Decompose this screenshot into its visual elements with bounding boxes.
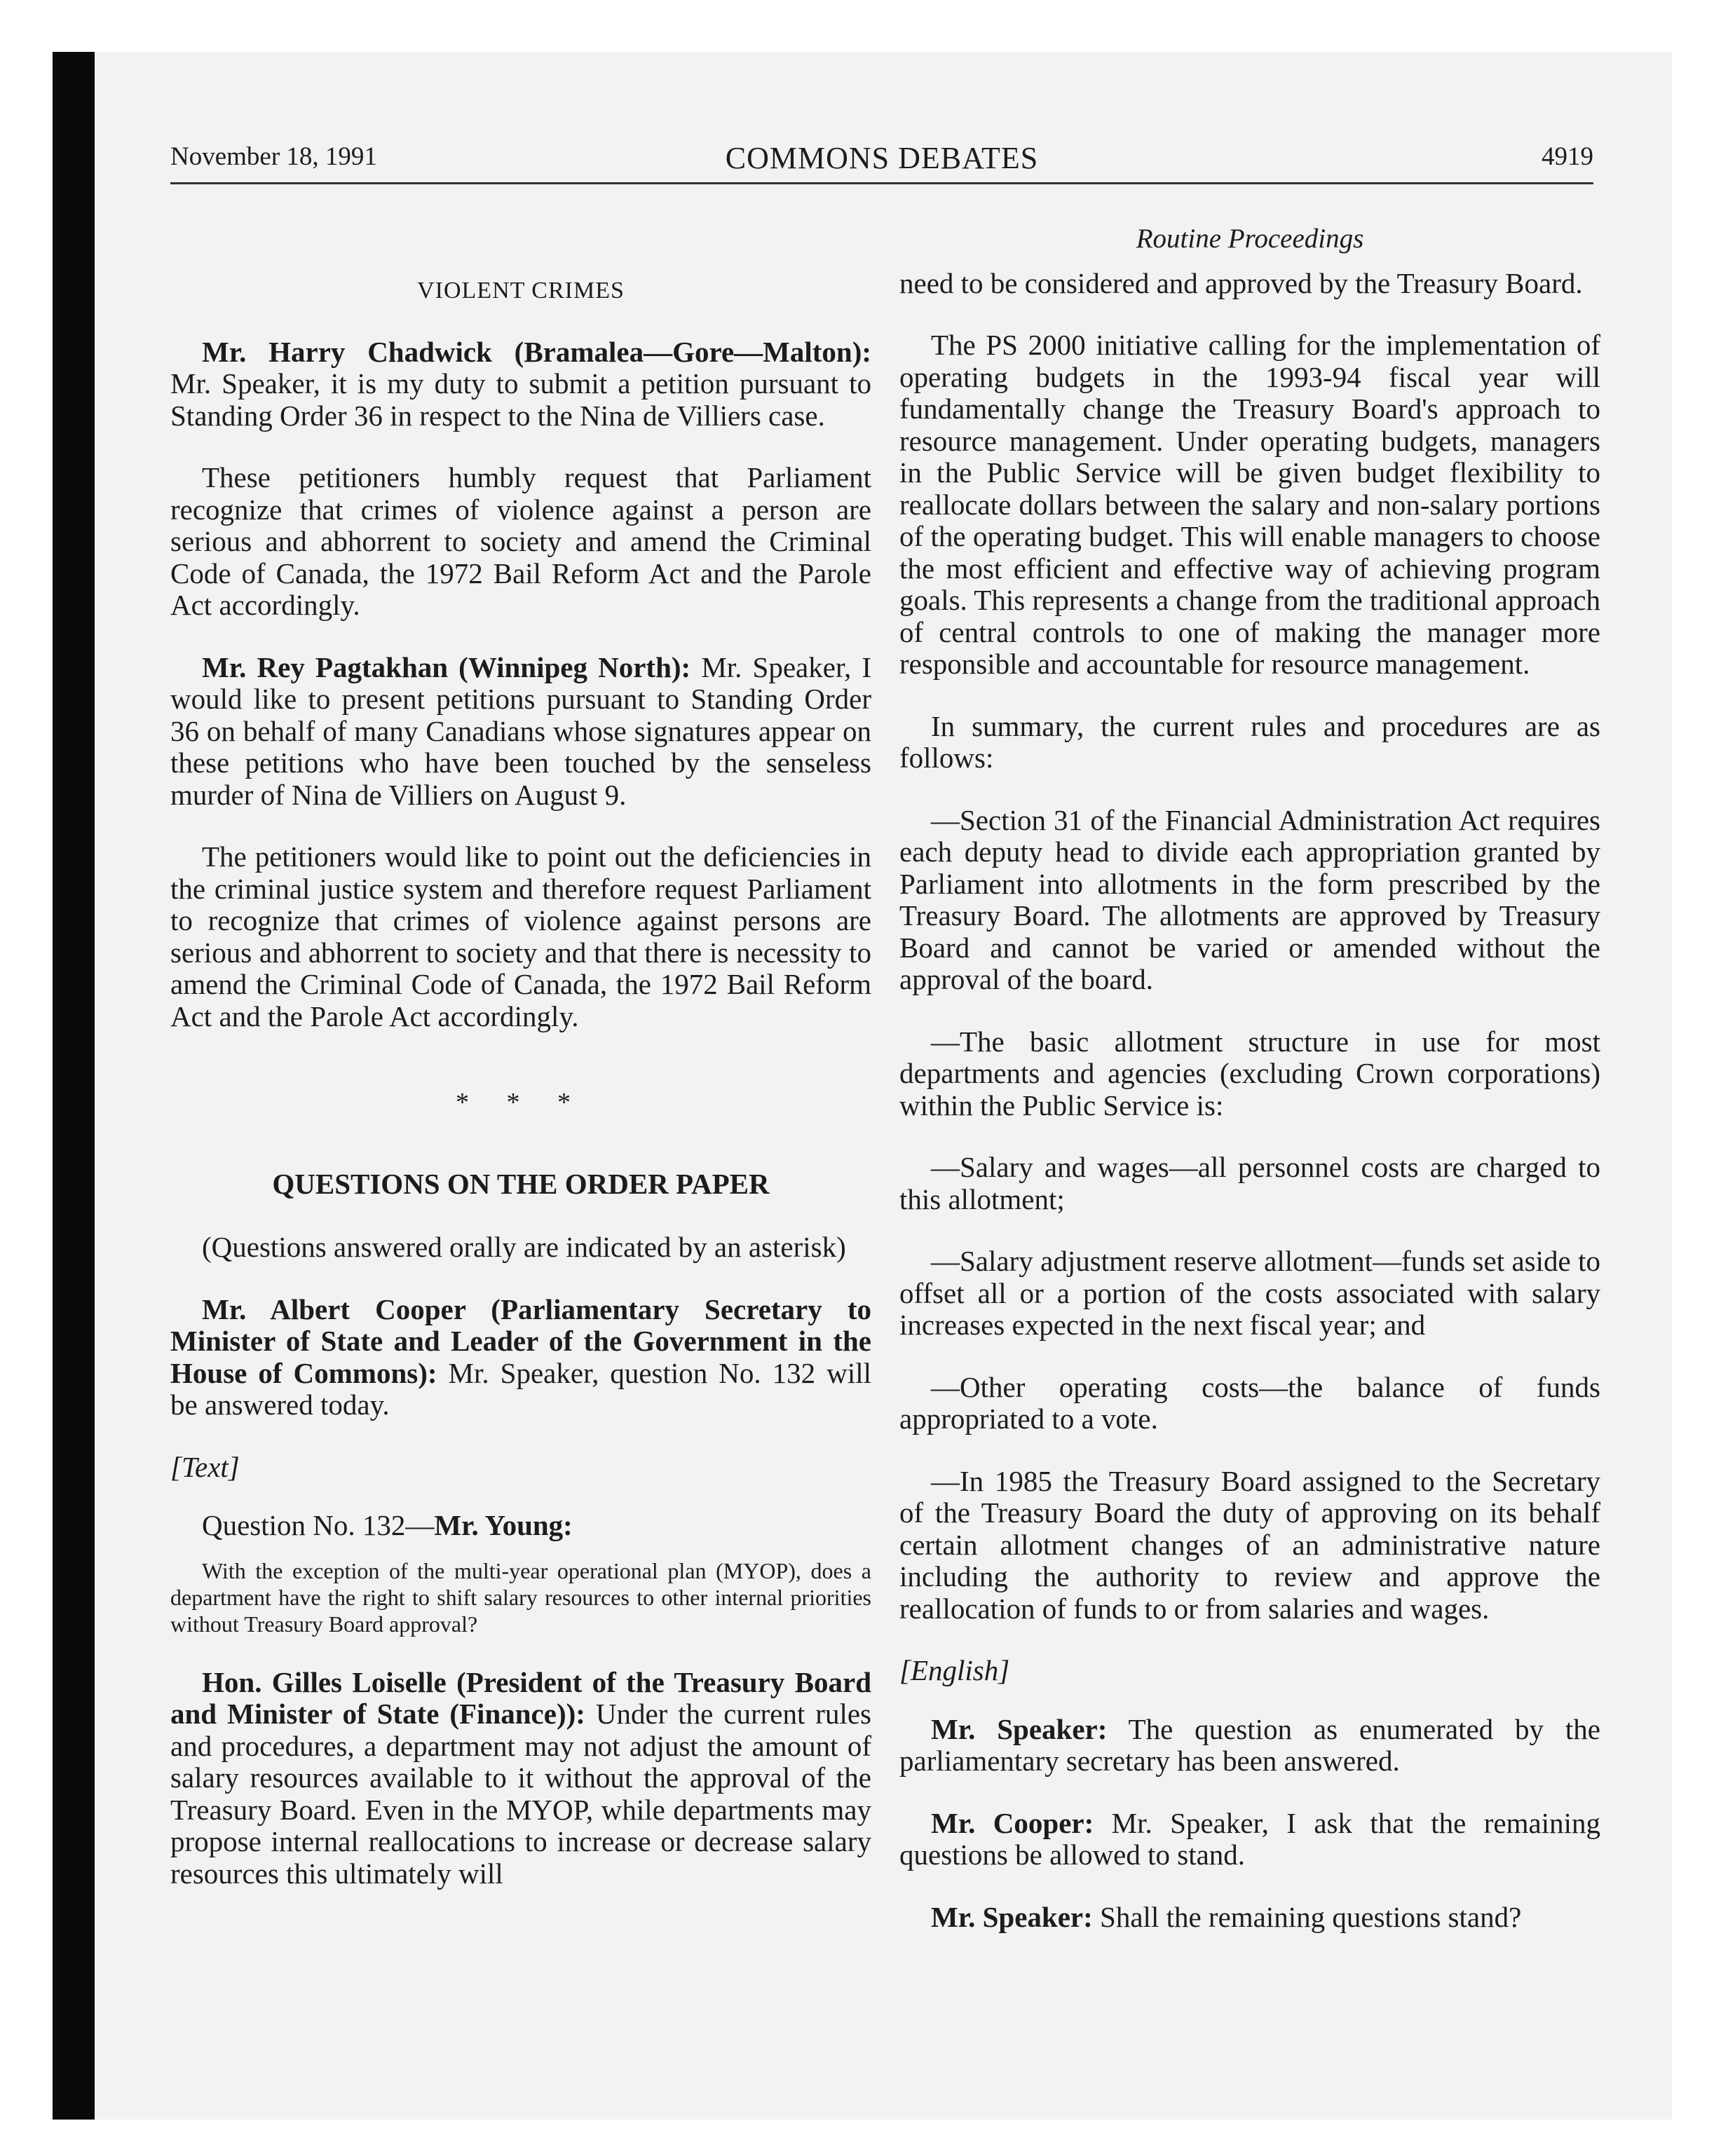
section-divider: * * * [456, 1088, 586, 1117]
header-date: November 18, 1991 [170, 142, 377, 171]
paragraph: Hon. Gilles Loiselle (President of the Treasury Board and Minister of State (Finance)): Under the current rules and procedures, a department may not adjust the amount of salary resources available to it without the approval of the Treasury Board. Even in the MYOP, while departments may propose internal reallocations to increase or decrease salary resources this ultimately will [170, 1665, 871, 1890]
paragraph: (Questions answered orally are indicated by an asterisk) [202, 1231, 846, 1263]
paragraph: —Salary and wages—all personnel costs are charged to this allotment; [899, 1151, 1600, 1215]
speaker-name: Mr. Cooper: [931, 1806, 1094, 1839]
paragraph: Mr. Speaker: The question as enumerated by the parliamentary secretary has been answered. [899, 1712, 1600, 1777]
speaker-name: Mr. Young: [434, 1509, 573, 1541]
section-heading-violent-crimes: VIOLENT CRIMES [417, 278, 625, 303]
page-number: 4919 [1542, 142, 1593, 171]
question-heading: Question No. 132—Mr. Young: [202, 1509, 573, 1541]
paragraph: —Section 31 of the Financial Administration Act requires each deputy head to divide each appropriation granted by Parliament into allotments in the form prescribed by the Treasury Board. The allotments are approved by Treasury Board and cannot be varied or amended without the approval of the board. [899, 803, 1600, 995]
speaker-name: Mr. Speaker: [931, 1900, 1093, 1933]
speaker-name: Mr. Rey Pagtakhan (Winnipeg North): [202, 650, 691, 683]
running-header [170, 140, 1593, 184]
question-text: With the exception of the multi-year operational plan (MYOP), does a department have the right to shift salary resources to other internal priorities without Treasury Board approval? [170, 1557, 871, 1637]
paragraph: need to be considered and approved by the Treasury Board. [899, 266, 1583, 299]
paragraph: In summary, the current rules and procedures are as follows: [899, 709, 1600, 774]
speaker-name: Mr. Speaker: [931, 1712, 1108, 1745]
paragraph: Mr. Speaker: Shall the remaining questions stand? [931, 1900, 1522, 1933]
header-title: COMMONS DEBATES [725, 141, 1039, 175]
paragraph: Mr. Cooper: Mr. Speaker, I ask that the remaining questions be allowed to stand. [899, 1806, 1601, 1871]
scan-edge-shadow [53, 52, 95, 2120]
left-column [170, 245, 871, 1920]
right-column [899, 223, 1600, 1963]
paragraph: Mr. Albert Cooper (Parliamentary Secretary to Minister of State and Leader of the Government in the House of Commons): Mr. Speaker, question No. 132 will be answered today. [170, 1292, 871, 1421]
paragraph: —In 1985 the Treasury Board assigned to the Secretary of the Treasury Board the duty of approving on its behalf certain allotment changes of an administrative nature including the authority to review and approve the reallocation of funds to or from salaries and wages. [899, 1464, 1600, 1625]
paragraph: The petitioners would like to point out the deficiencies in the criminal justice system and therefore request Parliament to recognize that crimes of violence against persons are serious and abhorrent to society and that there is necessity to amend the Criminal Code of Canada, the 1972 Bail Reform Act and the Parole Act accordingly. [170, 840, 871, 1032]
paragraph: These petitioners humbly request that Parliament recognize that crimes of violence against a person are serious and abhorrent to society and amend the Criminal Code of Canada, the 1972 Bail Reform Act and the Parole Act accordingly. [170, 461, 871, 621]
paragraph: Mr. Rey Pagtakhan (Winnipeg North): Mr. Speaker, I would like to present petitions pursuant to Standing Order 36 on behalf of many Canadians whose signatures appear on these petitions who have been touched by the senseless murder of Nina de Villiers on August 9. [170, 650, 871, 811]
language-marker: [English] [899, 1654, 1010, 1686]
paragraph: The PS 2000 initiative calling for the implementation of operating budgets in the 1993-94 fiscal year will fundamentally change the Treasury Board's approach to resource management. Under operating budgets, managers in the Public Service will be given budget flexibility to reallocate dollars between the salary and non-salary portions of the operating budget. This will enable managers to choose the most efficient and effective way of achieving program goals. This represents a change from the traditional approach of central controls to one of making the manager more responsible and accountable for resource management. [899, 329, 1600, 680]
section-heading-questions: QUESTIONS ON THE ORDER PAPER [272, 1167, 770, 1200]
speaker-name: Hon. Gilles Loiselle (President of the Treasury Board and Minister of State (Finance)): [170, 1665, 871, 1730]
language-marker: [Text] [170, 1450, 240, 1483]
paragraph: —Other operating costs—the balance of funds appropriated to a vote. [899, 1370, 1600, 1435]
paragraph: —Salary adjustment reserve allotment—funds set aside to offset all or a portion of the costs associated with salary increases expected in the next fiscal year; and [899, 1245, 1600, 1341]
speaker-name: Mr. Albert Cooper (Parliamentary Secretary to Minister of State and Leader of the Government in the House of Commons): [170, 1292, 871, 1389]
section-label: Routine Proceedings [1136, 224, 1364, 254]
paragraph: —The basic allotment structure in use for most departments and agencies (excluding Crown corporations) within the Public Service is: [899, 1025, 1600, 1121]
paragraph: Mr. Harry Chadwick (Bramalea—Gore—Malton): Mr. Speaker, it is my duty to submit a petition pursuant to Standing Order 36 in respect to the Nina de Villiers case. [170, 335, 871, 432]
speaker-name: Mr. Harry Chadwick (Bramalea—Gore—Malton): [202, 335, 871, 368]
